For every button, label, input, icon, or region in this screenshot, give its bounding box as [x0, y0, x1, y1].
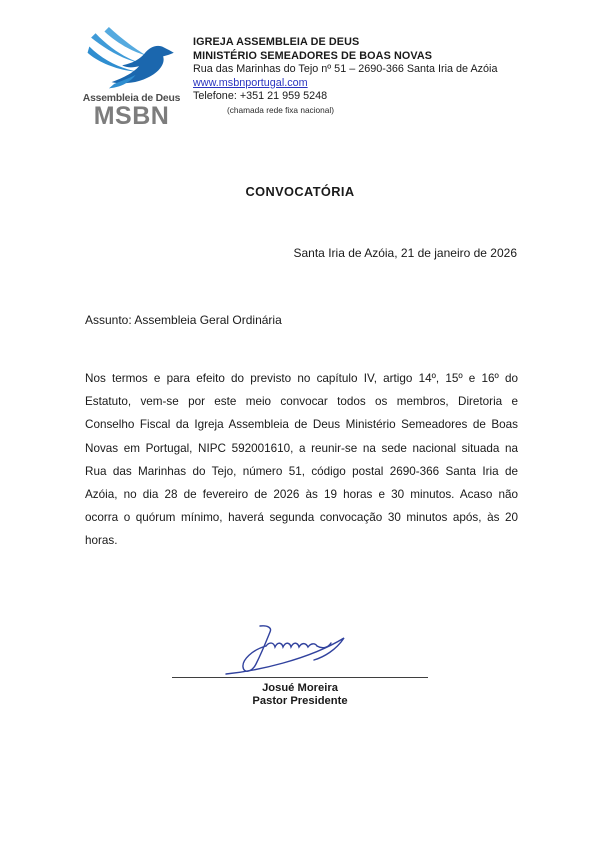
- phone-note: (chamada rede fixa nacional): [227, 104, 334, 115]
- church-logo: [83, 27, 180, 128]
- body-line: Azóia, no dia 28 de fevereiro de 2026 às 19 horas e 30 minutos. Acaso não: [85, 487, 518, 501]
- handwritten-signature-icon: [222, 622, 362, 680]
- signature-rule: [172, 677, 428, 678]
- body-line: Rua das Marinhas do Tejo, número 51, código postal 2690-366 Santa Iria de: [85, 464, 518, 478]
- dove-icon: [87, 27, 177, 91]
- logo-caption: Assembleia de Deus: [82, 93, 181, 104]
- body-line: Novas em Portugal, NIPC 592001610, a reunir-se na sede nacional situada na: [85, 441, 518, 455]
- body-paragraph: [85, 367, 518, 553]
- org-name-line1: IGREJA ASSEMBLEIA DE DEUS: [193, 36, 360, 48]
- body-line: horas.: [85, 534, 118, 548]
- document-title: CONVOCATÓRIA: [245, 184, 355, 199]
- signatory-block: [172, 682, 428, 708]
- signatory-name: Josué Moreira: [262, 682, 338, 694]
- body-line: Nos termos e para efeito do previsto no capítulo IV, artigo 14º, 15º e 16º do: [85, 372, 518, 385]
- logo-acronym: MSBN: [93, 102, 170, 130]
- body-line: Conselho Fiscal da Igreja Assembleia de Deus Ministério Semeadores de Boas: [85, 418, 518, 432]
- subject-line: Assunto: Assembleia Geral Ordinária: [85, 313, 282, 327]
- body-line: ocorra o quórum mínimo, haverá segunda convocação 30 minutos após, às 20: [85, 511, 518, 525]
- website-link[interactable]: www.msbnportugal.com: [193, 76, 308, 89]
- org-name-line2: MINISTÉRIO SEMEADORES DE BOAS NOVAS: [193, 49, 433, 62]
- address-line: Rua das Marinhas do Tejo nº 51 – 2690-366 Santa Iria de Azóia: [193, 63, 498, 76]
- phone-line: Telefone: +351 21 959 5248: [193, 90, 328, 103]
- letterhead: [193, 36, 497, 116]
- signatory-role: Pastor Presidente: [252, 695, 348, 707]
- date-line: Santa Iria de Azóia, 21 de janeiro de 2026: [293, 246, 517, 260]
- body-line: Estatuto, vem-se por este meio convocar todos os membros, Diretoria e: [85, 395, 518, 409]
